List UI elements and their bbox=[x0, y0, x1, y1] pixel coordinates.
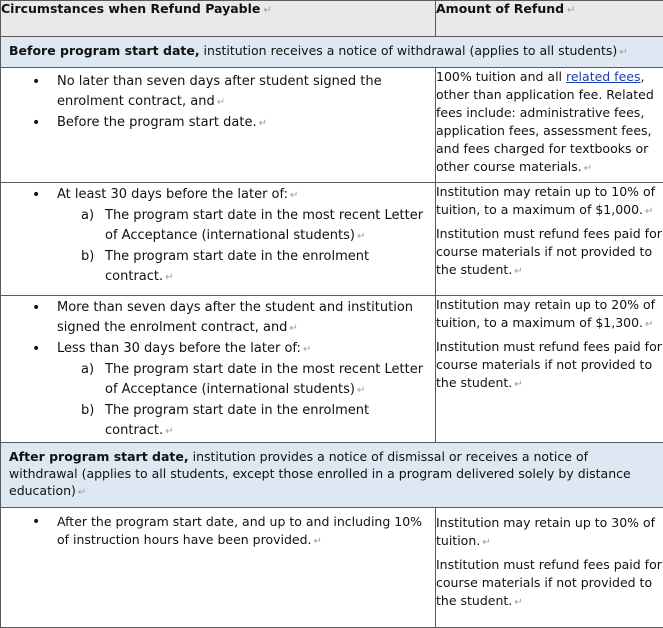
section-before-start bbox=[1, 37, 663, 68]
related-fees-link[interactable]: related fees bbox=[566, 69, 640, 84]
sub-item bbox=[57, 206, 435, 247]
paragraph-mark-icon: ↵ bbox=[259, 118, 267, 129]
refund-text bbox=[436, 296, 663, 334]
paragraph-mark-icon: ↵ bbox=[567, 5, 575, 16]
paragraph-mark-icon: ↵ bbox=[357, 385, 365, 396]
refund-text-part: Institution may retain up to 10% of tuition, to a maximum of $1,000. bbox=[436, 184, 655, 217]
table-row bbox=[1, 183, 663, 296]
sub-item bbox=[57, 247, 435, 288]
section-before-start-text: institution receives a notice of withdrawal (applies to all students) bbox=[200, 43, 618, 58]
paragraph-mark-icon: ↵ bbox=[217, 97, 225, 108]
sub-marker: b) bbox=[81, 247, 94, 267]
refund-text bbox=[436, 556, 663, 612]
refund-cell bbox=[436, 68, 663, 183]
refund-text-part: Institution may retain up to 20% of tuition, to a maximum of $1,300. bbox=[436, 297, 655, 330]
refund-cell bbox=[436, 183, 663, 296]
sub-item bbox=[57, 360, 435, 401]
bullet-text: At least 30 days before the later of: bbox=[57, 187, 288, 202]
bullet-list bbox=[1, 68, 435, 134]
section-before-start-row bbox=[1, 37, 663, 68]
bullet-item bbox=[1, 298, 435, 339]
sub-text: The program start date in the enrolment contract. bbox=[105, 403, 369, 438]
refund-text-part: Institution must refund fees paid for course materials if not provided to the student. bbox=[436, 339, 662, 390]
paragraph-mark-icon: ↵ bbox=[263, 5, 271, 16]
bullet-item bbox=[1, 72, 435, 113]
refund-text bbox=[436, 338, 663, 394]
bullet-text: More than seven days after the student and institution signed the enrolment contract, and bbox=[57, 300, 413, 335]
paragraph-mark-icon: ↵ bbox=[165, 272, 173, 283]
circumstance-cell bbox=[1, 508, 436, 628]
sub-list bbox=[57, 206, 435, 288]
paragraph-mark-icon: ↵ bbox=[357, 231, 365, 242]
paragraph-mark-icon: ↵ bbox=[514, 266, 522, 277]
section-after-start-text: institution provides a notice of dismissal or receives a notice of withdrawal (applies to all students, except those enrolled in a program delivered solely by distance education) bbox=[9, 449, 631, 498]
paragraph-mark-icon: ↵ bbox=[303, 344, 311, 355]
table-row bbox=[1, 508, 663, 628]
sub-text: The program start date in the enrolment contract. bbox=[105, 249, 369, 284]
section-after-start-title: After program start date, bbox=[9, 449, 189, 464]
bullet-item bbox=[1, 513, 435, 551]
sub-item bbox=[57, 401, 435, 442]
bullet-item bbox=[1, 113, 435, 134]
paragraph-mark-icon: ↵ bbox=[514, 379, 522, 390]
bullet-list bbox=[1, 296, 435, 442]
bullet-text: After the program start date, and up to and including 10% of instruction hours have been provided. bbox=[57, 514, 422, 547]
refund-text-part: Institution must refund fees paid for course materials if not provided to the student. bbox=[436, 226, 662, 277]
refund-text-part: 100% tuition and all bbox=[436, 69, 566, 84]
paragraph-mark-icon: ↵ bbox=[645, 206, 653, 217]
sub-text: The program start date in the most recent Letter of Acceptance (international students) bbox=[105, 362, 423, 397]
paragraph-mark-icon: ↵ bbox=[619, 47, 627, 58]
paragraph-mark-icon: ↵ bbox=[78, 487, 86, 498]
paragraph-mark-icon: ↵ bbox=[584, 163, 592, 174]
sub-text: The program start date in the most recent Letter of Acceptance (international students) bbox=[105, 208, 423, 243]
refund-text-part: , other than application fee. Related fees include: administrative fees, application fees, assessment fees, and fees charged for textbooks or other course materials. bbox=[436, 69, 654, 174]
circumstance-cell bbox=[1, 296, 436, 443]
refund-cell bbox=[436, 508, 663, 628]
bullet-list bbox=[1, 508, 435, 551]
refund-cell bbox=[436, 296, 663, 443]
sub-marker: a) bbox=[81, 360, 94, 380]
circumstance-cell bbox=[1, 68, 436, 183]
header-circumstances bbox=[1, 1, 436, 37]
bullet-text: Before the program start date. bbox=[57, 115, 257, 130]
paragraph-mark-icon: ↵ bbox=[514, 597, 522, 608]
refund-text-part: Institution must refund fees paid for course materials if not provided to the student. bbox=[436, 557, 662, 608]
sub-marker: b) bbox=[81, 401, 94, 421]
table-row bbox=[1, 68, 663, 183]
bullet-text: No later than seven days after student signed the enrolment contract, and bbox=[57, 74, 382, 109]
paragraph-mark-icon: ↵ bbox=[289, 323, 297, 334]
sub-marker: a) bbox=[81, 206, 94, 226]
section-before-start-title: Before program start date, bbox=[9, 43, 200, 58]
table-header-row bbox=[1, 1, 663, 37]
bullet-item bbox=[1, 185, 435, 288]
header-amount-label: Amount of Refund bbox=[436, 1, 564, 16]
section-after-start-row bbox=[1, 443, 663, 508]
bullet-text: Less than 30 days before the later of: bbox=[57, 341, 301, 356]
paragraph-mark-icon: ↵ bbox=[165, 426, 173, 437]
refund-text bbox=[436, 68, 663, 178]
bullet-list bbox=[1, 183, 435, 288]
paragraph-mark-icon: ↵ bbox=[645, 319, 653, 330]
paragraph-mark-icon: ↵ bbox=[290, 190, 298, 201]
paragraph-mark-icon: ↵ bbox=[482, 537, 490, 548]
section-after-start bbox=[1, 443, 663, 508]
bullet-item bbox=[1, 339, 435, 442]
sub-list bbox=[57, 360, 435, 442]
refund-text bbox=[436, 183, 663, 221]
header-amount bbox=[436, 1, 663, 37]
table-row bbox=[1, 296, 663, 443]
header-circumstances-label: Circumstances when Refund Payable bbox=[1, 1, 260, 16]
paragraph-mark-icon: ↵ bbox=[314, 536, 322, 547]
refund-text-part: Institution may retain up to 30% of tuition. bbox=[436, 515, 655, 548]
refund-text bbox=[436, 514, 663, 552]
circumstance-cell bbox=[1, 183, 436, 296]
refund-text bbox=[436, 225, 663, 281]
